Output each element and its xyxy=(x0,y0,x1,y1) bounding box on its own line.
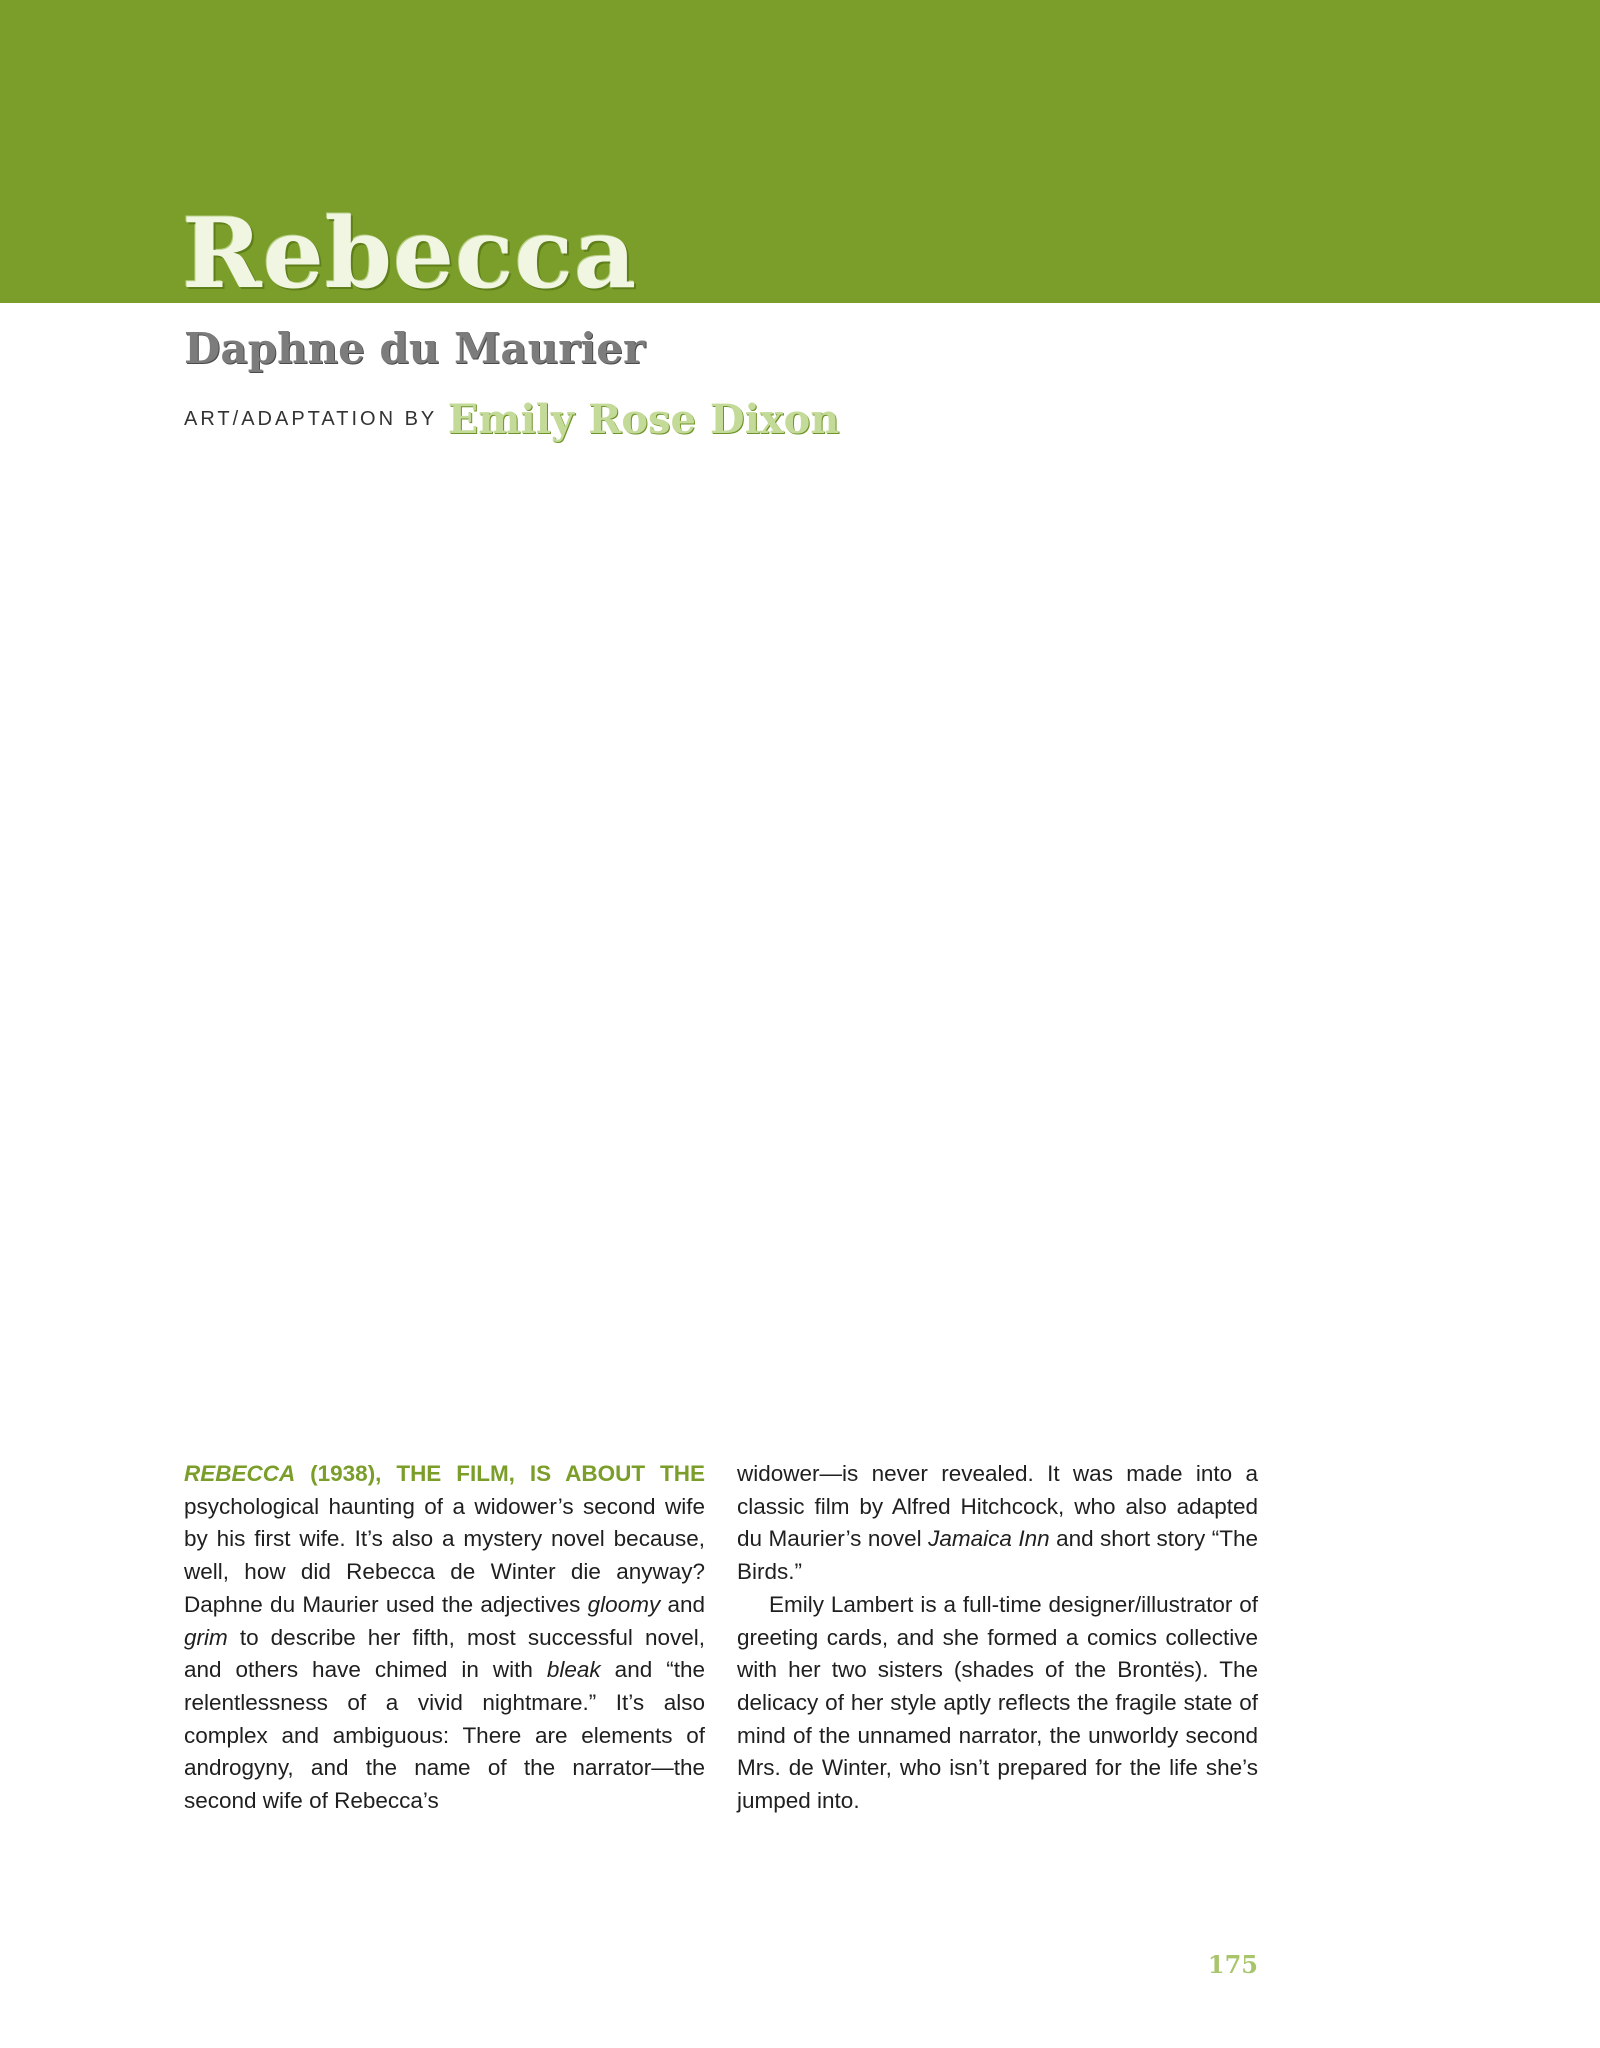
lead-in-title: REBECCA xyxy=(184,1461,296,1486)
adaptation-label: ART/ADAPTATION BY xyxy=(184,408,438,430)
emphasis-text: bleak xyxy=(546,1657,601,1683)
body-text: and “the relentlessness of a vivid nightmare.” It’s also complex and ambiguous: There are elements of androgyny, and the name of the narrator—the second wife of Rebecca’s xyxy=(184,1657,705,1814)
body-text: and short story “The Birds.” xyxy=(737,1526,1259,1585)
intro-paragraph xyxy=(184,1458,705,1818)
artist-bio-paragraph: Emily Lambert is a full-time designer/illustrator of greeting cards, and she formed a comics collective with her two sisters (shades of the Brontës). The delicacy of her style aptly reflects the fragile state of mind of the unnamed narrator, the unworldy second Mrs. de Winter, who isn’t prepared for the life she’s jumped into. xyxy=(737,1591,1258,1814)
body-column-left xyxy=(184,1458,705,1818)
body-text: and xyxy=(660,1591,705,1617)
author-name: Daphne du Maurier xyxy=(184,324,646,373)
continued-paragraph xyxy=(737,1458,1258,1589)
lead-in-rest: (1938), THE FILM, IS ABOUT THE xyxy=(295,1461,705,1486)
adaptation-credit xyxy=(184,396,839,443)
page-title: Rebecca xyxy=(182,197,638,310)
emphasis-text: Jamaica Inn xyxy=(928,1526,1050,1552)
emphasis-text: gloomy xyxy=(587,1591,661,1617)
emphasis-text: grim xyxy=(184,1624,228,1650)
lead-in xyxy=(184,1461,705,1486)
body-text: to describe her fifth, most successful novel, and others have chimed in with xyxy=(184,1624,705,1683)
page-number: 175 xyxy=(1207,1950,1258,1979)
body-text: psychological haunting of a widower’s second wife by his first wife. It’s also a mystery novel because, well, how did Rebecca de Winter die anyway? Daphne du Maurier used the adjectives xyxy=(184,1493,705,1617)
body-text: widower—is never revealed. It was made into a classic film by Alfred Hitchcock, who also adapted du Maurier’s novel xyxy=(737,1461,1258,1552)
adaptation-artist: Emily Rose Dixon xyxy=(447,396,840,443)
body-column-right xyxy=(737,1458,1258,1818)
